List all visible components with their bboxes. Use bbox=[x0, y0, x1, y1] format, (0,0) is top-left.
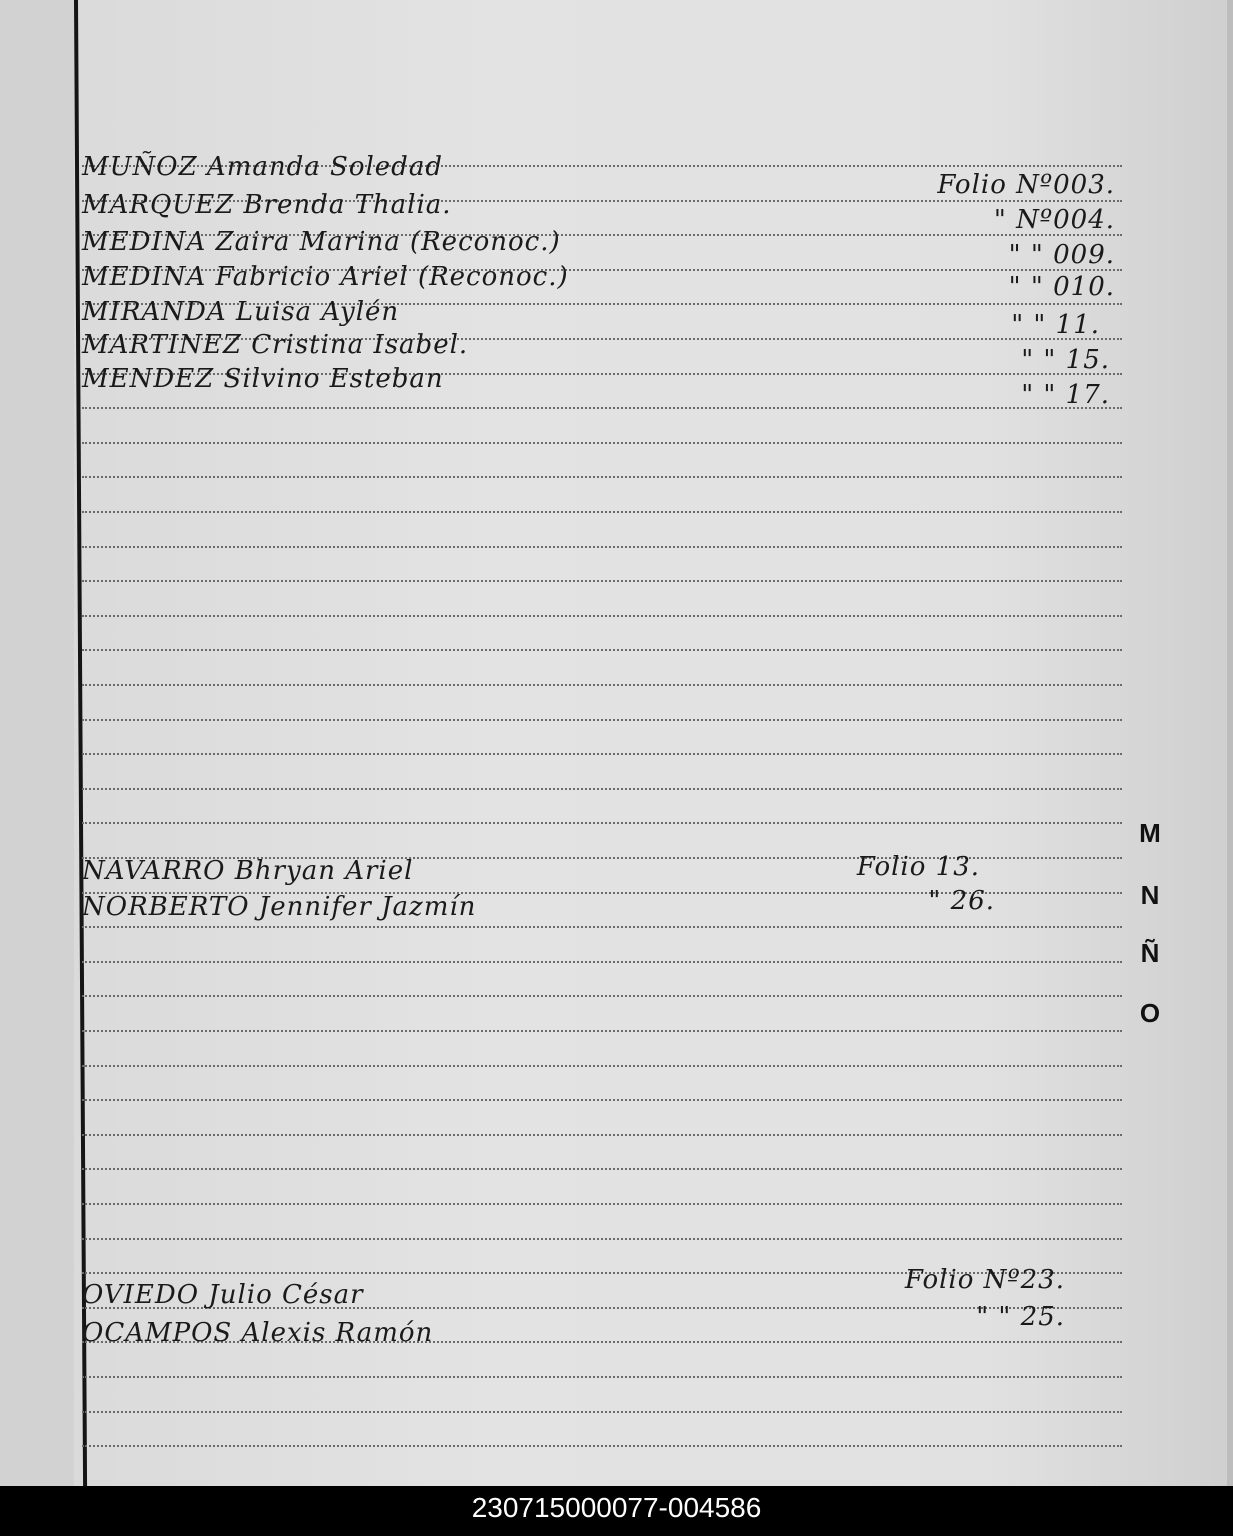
ruled-line bbox=[82, 1099, 1122, 1101]
ruled-line bbox=[82, 1376, 1122, 1378]
entry-folio: Folio Nº23. bbox=[904, 1265, 1065, 1295]
entry-name: OCAMPOS Alexis Ramón bbox=[82, 1318, 434, 1348]
ruled-line bbox=[82, 442, 1122, 444]
ruled-line bbox=[82, 1445, 1122, 1447]
ruled-line bbox=[82, 1030, 1122, 1032]
ruled-line bbox=[82, 753, 1122, 755]
ruled-line bbox=[82, 684, 1122, 686]
ruled-line bbox=[82, 476, 1122, 478]
entry-name: NAVARRO Bhryan Ariel bbox=[82, 856, 414, 886]
ruled-line bbox=[82, 1203, 1122, 1205]
entry-folio: " " 11. bbox=[1011, 310, 1100, 340]
ruled-line bbox=[82, 961, 1122, 963]
entry-name: MIRANDA Luisa Aylén bbox=[82, 297, 400, 327]
ruled-line bbox=[82, 1238, 1122, 1240]
ruled-line bbox=[82, 995, 1122, 997]
document-code: 230715000077-004586 bbox=[0, 1486, 1233, 1536]
ruled-line bbox=[82, 1065, 1122, 1067]
index-letter-m: M bbox=[1139, 818, 1161, 848]
entry-name: MEDINA Zaira Marina (Reconoc.) bbox=[82, 227, 561, 257]
entry-name: OVIEDO Julio César bbox=[82, 1280, 364, 1310]
ruled-line bbox=[82, 1168, 1122, 1170]
entry-name: MARTINEZ Cristina Isabel. bbox=[82, 330, 469, 360]
ruled-line bbox=[82, 615, 1122, 617]
index-letter-o: O bbox=[1139, 998, 1161, 1028]
entry-folio: " 26. bbox=[928, 886, 995, 916]
ruled-line bbox=[82, 546, 1122, 548]
binding-margin bbox=[0, 0, 74, 1486]
entry-name: MUÑOZ Amanda Soledad bbox=[82, 152, 443, 182]
entry-folio: " " 15. bbox=[1021, 345, 1110, 375]
ruled-line bbox=[82, 1411, 1122, 1413]
entry-name: MENDEZ Silvino Esteban bbox=[82, 364, 444, 394]
margin-line bbox=[74, 0, 87, 1486]
entry-name: NORBERTO Jennifer Jazmín bbox=[82, 892, 477, 922]
ruled-line bbox=[82, 822, 1122, 824]
index-letter-n: N bbox=[1140, 880, 1160, 910]
ruled-line bbox=[82, 719, 1122, 721]
ruled-line bbox=[82, 926, 1122, 928]
index-letter-enye: Ñ bbox=[1140, 938, 1160, 968]
page-edge bbox=[1227, 0, 1233, 1486]
entry-folio: " " 17. bbox=[1021, 380, 1110, 410]
entry-folio: " Nº004. bbox=[993, 205, 1115, 235]
ruled-line bbox=[82, 649, 1122, 651]
entry-folio: Folio Nº003. bbox=[937, 170, 1115, 200]
entry-folio: " " 25. bbox=[976, 1302, 1065, 1332]
entry-name: MARQUEZ Brenda Thalia. bbox=[82, 190, 452, 220]
ruled-line bbox=[82, 1134, 1122, 1136]
ruled-line bbox=[82, 580, 1122, 582]
ruled-line bbox=[82, 511, 1122, 513]
ruled-line bbox=[82, 788, 1122, 790]
entry-folio: " " 009. bbox=[1008, 240, 1115, 270]
entry-folio: Folio 13. bbox=[856, 852, 980, 882]
entry-folio: " " 010. bbox=[1008, 272, 1115, 302]
entry-name: MEDINA Fabricio Ariel (Reconoc.) bbox=[82, 262, 569, 292]
